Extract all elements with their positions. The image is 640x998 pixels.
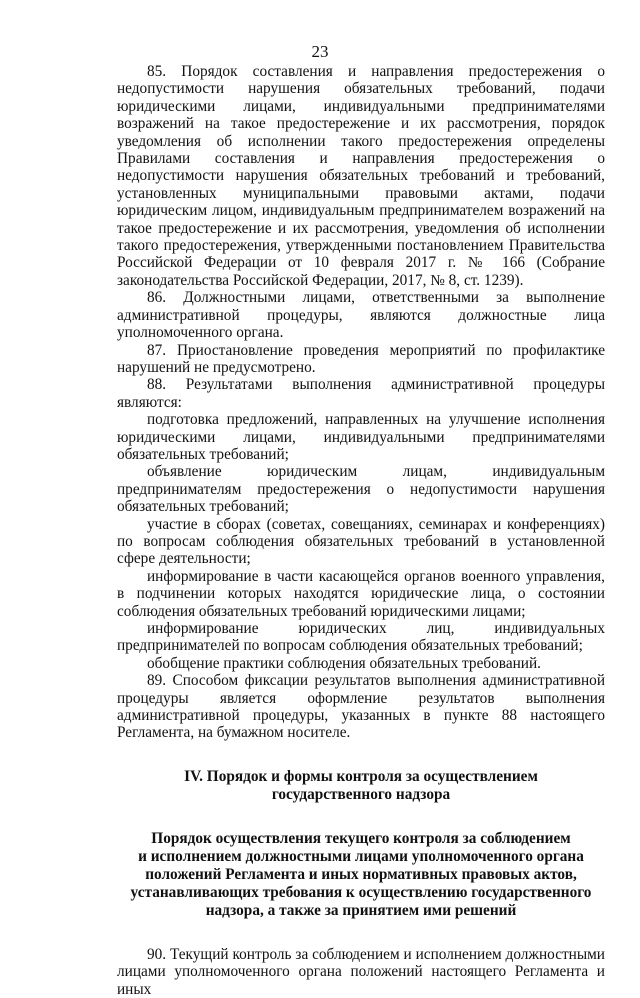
sub-heading-line: устанавливающих требования к осуществлению государственного — [130, 883, 592, 901]
paragraph-88: 88. Результатами выполнения административной процедуры являются: — [117, 376, 605, 411]
sub-heading-line: положений Регламента и иных нормативных правовых актов, — [145, 865, 577, 883]
section-heading-line: государственного надзора — [271, 785, 451, 803]
list-item: участие в сборах (советах, совещаниях, семинарах и конференциях) по вопросам соблюдения обязательных требований в установленной сфере деятельности; — [117, 515, 605, 568]
spacer — [117, 742, 605, 768]
list-item: обобщение практики соблюдения обязательных требований. — [147, 654, 541, 672]
paragraph-86: 86. Должностными лицами, ответственными за выполнение административной процедуры, являются должностные лица уполномоченного органа. — [117, 289, 605, 342]
list-item: подготовка предложений, направленных на улучшение исполнения юридическими лицами, индивидуальными предпринимателями обязательных требований; — [117, 411, 605, 463]
paragraph-90: 90. Текущий контроль за соблюдением и исполнением должностными лицами уполномоченного органа положений настоящего Регламента и иных — [117, 945, 605, 998]
paragraph-85: 85. Порядок составления и направления предостережения о недопустимости нарушения обязательных требований, подачи юридическими лицами, индивидуальными предпринимателями возражений на такое предостережение и их рассмотрения, порядок уведомления об исполнении такого предостережения определены Правилами составления и направления предостережения о недопустимости нарушения обязательных требований и требований, установленных муниципальными правовыми актами, подачи юридическим лицом, индивидуальным предпринимателем возражений на такое предостережение и их рассмотрения, уведомления об исполнении такого предостережения, утвержденными постановлением Правительства Российской Федерации от 10 февраля 2017 г. № 166 (Собрание законодательства Российской Федерации, 2017, № 8, ст. 1239). — [117, 63, 605, 289]
sub-heading-line: Порядок осуществления текущего контроля за соблюдением — [151, 829, 571, 847]
section-heading — [117, 768, 605, 804]
paragraph-89: 89. Способом фиксации результатов выполнения административной процедуры является оформление результатов выполнения административной процедуры, указанных в пункте 88 настоящего Регламента, на бумажном носителе. — [117, 672, 605, 742]
list-item: информирование юридических лиц, индивидуальных предпринимателей по вопросам соблюдения обязательных требований; — [117, 620, 605, 655]
sub-heading — [117, 830, 605, 920]
document-body — [117, 63, 605, 998]
section-heading-line: IV. Порядок и формы контроля за осуществлением — [184, 767, 538, 785]
list-item: объявление юридическим лицам, индивидуальным предпринимателям предостережения о недопустимости нарушения обязательных требований; — [117, 463, 605, 516]
sub-heading-line: и исполнением должностными лицами уполномоченного органа — [138, 847, 584, 865]
paragraph-87: 87. Приостановление проведения мероприятий по профилактике нарушений не предусмотрено. — [117, 341, 605, 376]
list-item: информирование в части касающейся органов военного управления, в подчинении которых находятся юридические лица, о состоянии соблюдения обязательных требований юридическими лицами; — [117, 567, 605, 620]
sub-heading-line: надзора, а также за принятием ими решений — [205, 901, 517, 919]
page-number: 23 — [311, 42, 329, 61]
